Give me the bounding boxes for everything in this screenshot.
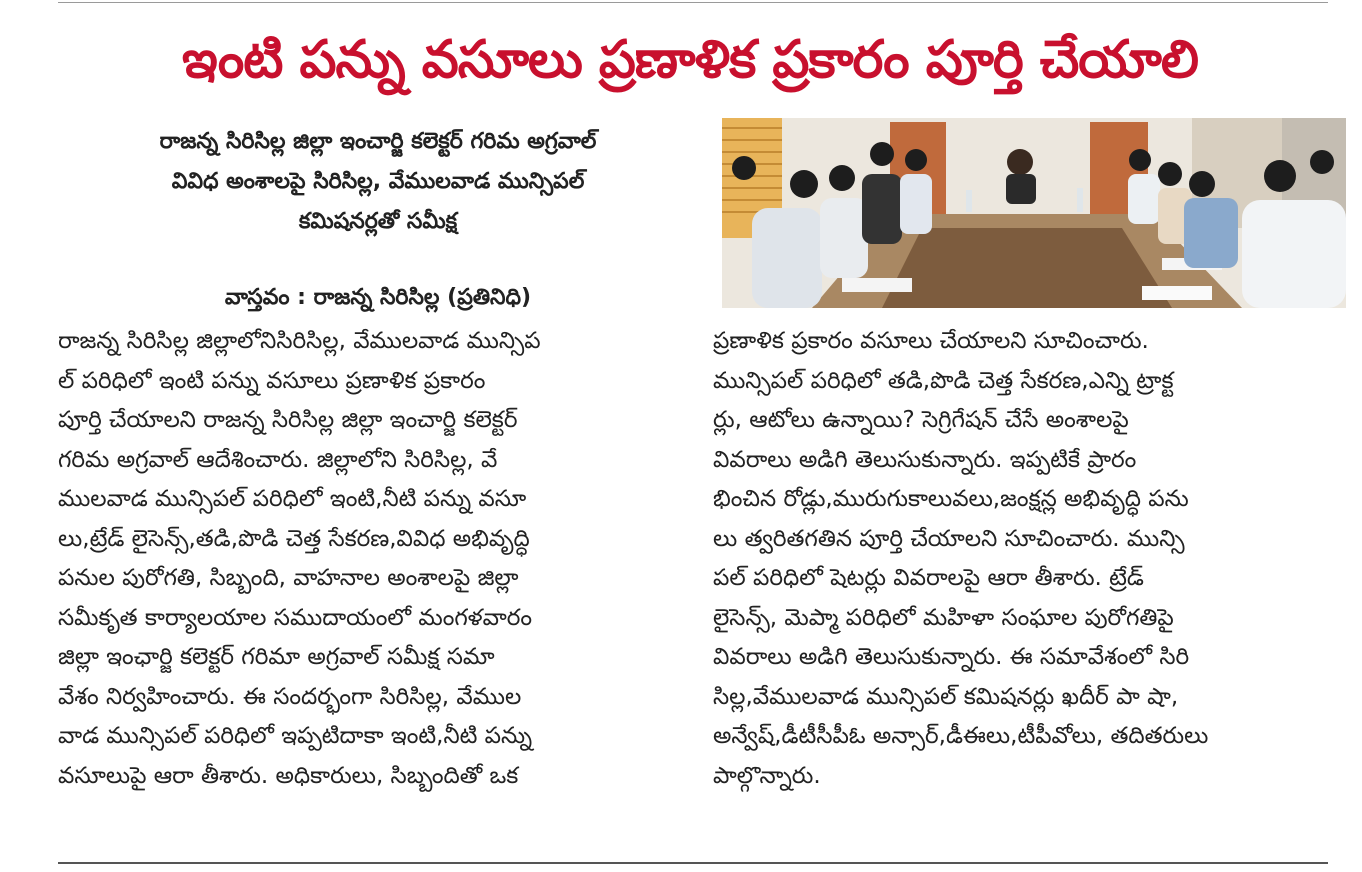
deck-line: రాజన్న సిరిసిల్ల జిల్లా ఇంచార్జి కలెక్టర్ గరిమ అగ్రవాల్ bbox=[159, 129, 597, 154]
article-line: పల్ పరిధిలో షెటర్లు వివరాలపై ఆరా తీశారు. ట్రేడ్ bbox=[713, 565, 1144, 591]
headline: ఇంటి పన్ను వసూలు ప్రణాళిక ప్రకారం పూర్తి చేయాలి bbox=[182, 30, 1198, 90]
article-line: పూర్తి చేయాలని రాజన్న సిరిసిల్ల జిల్లా ఇంచార్జి కలెక్టర్ bbox=[58, 407, 518, 433]
article-line: ర్లు, ఆటోలు ఉన్నాయి? సెగ్రిగేషన్ చేసే అంశాలపై bbox=[713, 407, 1129, 433]
article-line: గరిమ అగ్రవాల్ ఆదేశించారు. జిల్లాలోని సిరిసిల్ల, వే bbox=[58, 446, 498, 473]
article-line: అన్వేష్,డీటీసీపీఓ అన్సార్,డీఈలు,టీపీవోలు, తదితరులు bbox=[713, 723, 1209, 749]
article-line: జిల్లా ఇంఛార్జి కలెక్టర్ గరిమా అగ్రవాల్ సమీక్ష సమా bbox=[58, 644, 495, 670]
article-line: పనుల పురోగతి, సిబ్బంది, వాహనాల అంశాలపై జిల్లా bbox=[58, 565, 519, 591]
article-line: రాజన్న సిరిసిల్ల జిల్లాలోనిసిరిసిల్ల, వేములవాడ మున్సిప bbox=[58, 328, 541, 354]
article-line: వసూలుపై ఆరా తీశారు. అధికారులు, సిబ్బందితో ఒక bbox=[58, 762, 519, 789]
article-line: వేశం నిర్వహించారు. ఈ సందర్భంగా సిరిసిల్ల, వేముల bbox=[58, 683, 522, 710]
article-column-right bbox=[713, 322, 1343, 796]
article-line: వాడ మున్సిపల్ పరిధిలో ఇప్పటిదాకా ఇంటి,నీటి పన్ను bbox=[58, 723, 533, 749]
article-line: సిల్ల,వేములవాడ మున్సిపల్ కమిషనర్లు ఖదీర్ పా షా, bbox=[713, 683, 1179, 710]
dateline: వాస్తవం : రాజన్న సిరిసిల్ల (ప్రతినిధి) bbox=[224, 285, 532, 310]
article-column-left bbox=[58, 322, 690, 796]
top-rule bbox=[58, 2, 1328, 3]
article-line: పాల్గొన్నారు. bbox=[713, 762, 821, 789]
deck bbox=[58, 122, 698, 242]
meeting-photo bbox=[722, 118, 1346, 308]
article-line: సమీకృత కార్యాలయాల సముదాయంలో మంగళవారం bbox=[58, 604, 533, 631]
article-line: లు,ట్రేడ్ లైసెన్స్,తడి,పొడి చెత్త సేకరణ,వివిధ అభివృద్ధి bbox=[58, 525, 530, 552]
article-line: ప్రణాళిక ప్రకారం వసూలు చేయాలని సూచించారు. bbox=[713, 328, 1149, 354]
deck-line: వివిధ అంశాలపై సిరిసిల్ల, వేములవాడ మున్సిపల్ bbox=[171, 169, 585, 194]
article-line: ములవాడ మున్సిపల్ పరిధిలో ఇంటి,నీటి పన్ను వసూ bbox=[58, 486, 527, 512]
article-line: వివరాలు అడిగి తెలుసుకున్నారు. ఈ సమావేశంలో సిరి bbox=[713, 644, 1190, 670]
article-line: వివరాలు అడిగి తెలుసుకున్నారు. ఇప్పటికే ప్రారం bbox=[713, 446, 1137, 473]
article-line: మున్సిపల్ పరిధిలో తడి,పొడి చెత్త సేకరణ,ఎన్ని ట్రాక్ట bbox=[713, 367, 1174, 394]
article-line: భించిన రోడ్లు,మురుగుకాలువలు,జంక్షన్ల అభివృద్ధి పను bbox=[713, 486, 1189, 512]
article-line: ల్ పరిధిలో ఇంటి పన్ను వసూలు ప్రణాళిక ప్రకారం bbox=[58, 367, 486, 394]
article-line: లైసెన్స్, మెప్మా పరిధిలో మహిళా సంఘాల పురోగతిపై bbox=[713, 604, 1174, 631]
article-line: లు త్వరితగతిన పూర్తి చేయాలని సూచించారు. మున్సి bbox=[713, 525, 1185, 552]
deck-line: కమిషనర్లతో సమీక్ష bbox=[298, 209, 458, 234]
bottom-rule bbox=[58, 862, 1328, 864]
